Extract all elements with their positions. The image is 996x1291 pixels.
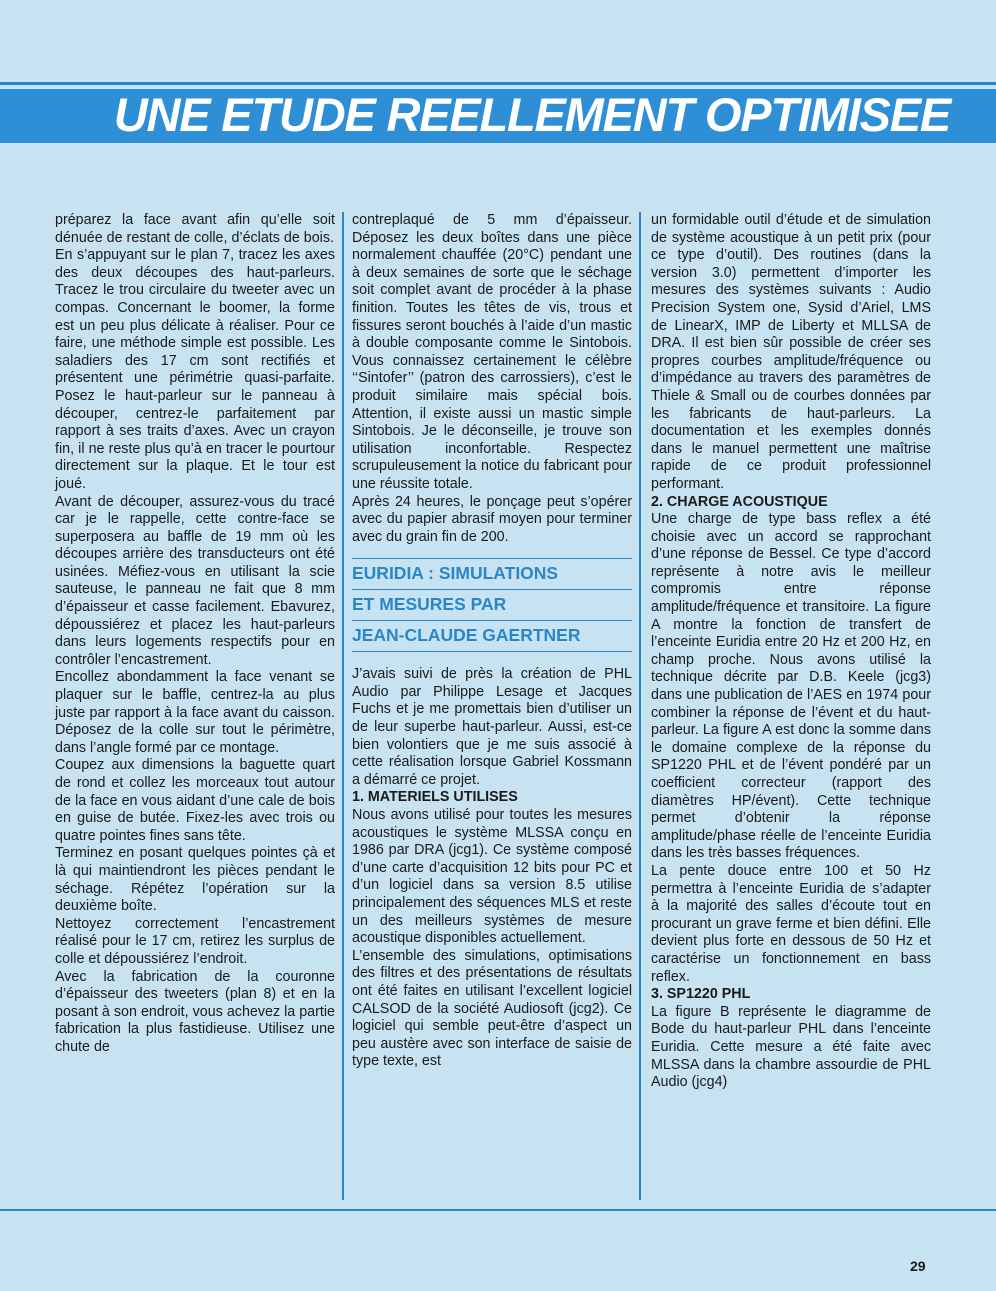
paragraph: contreplaqué de 5 mm d’épaisseur. Déposez les deux boîtes dans une pièce normalement chauffée (20°C) pendant une à deux semaines de sorte que le séchage soit complet avant de procéder à la phase finition. Toutes les têtes de vis, trous et fissures seront bouchés à l’aide d’un mastic à double composante comme le Sintobois. Vous connaissez certainement le célèbre ‘‘Sintofer’’ (patron des carrossiers), c’est le produit similaire mais spécial bois. Attention, il existe aussi un mastic simple Sintobois. Je le déconseille, je trouve son utilisation inconfortable. Respectez scrupuleusement la notice du fabricant pour une réussite totale. (352, 212, 632, 492)
title-banner (0, 89, 996, 143)
column-divider (639, 212, 641, 1200)
subheading: 3. SP1220 PHL (651, 986, 751, 1003)
paragraph: L’ensemble des simulations, optimisations des filtres et des présentations de résultats ont été faites en utilisant l’excellent logiciel CALSOD de la société Audiosoft (jcg2). Ce logiciel qui semble peut-être d’aspect un peu austère avec son interface de saisie de type texte, est (352, 947, 632, 1070)
paragraph: un formidable outil d’étude et de simulation de système acoustique à un petit prix (pour ce type d’outil). Des routines (dans la version 3.0) permettent d’importer les mesures des systèmes suivants : Audio Precision System one, Sysid d’Ariel, LMS de LinearX, IMP de Liberty et MLLSA de DRA. Il est bien sûr possible de créer ses propres courbes amplitude/fréquence ou d’impédance au travers des paramètres de Thiele & Small ou de courbes données par les fabricants de haut-parleurs. La documentation et les exemples donnés dans le manuel permettent une maîtrise rapide de ce produit professionnel performant. (651, 212, 931, 492)
page-number: 29 (910, 1258, 926, 1274)
paragraph: Avec la fabrication de la couronne d’épaisseur des tweeters (plan 8) et en la posant à son endroit, vous achevez la partie fabrication la plus fastidieuse. Utilisez une chute de (55, 968, 335, 1055)
paragraph: préparez la face avant afin qu’elle soit dénuée de restant de colle, d’éclats de bois. (55, 212, 335, 246)
paragraph: Nettoyez correctement l’encastrement réalisé pour le 17 cm, retirez les surplus de colle et dépoussiérez l’endroit. (55, 915, 335, 967)
paragraph: Terminez en posant quelques pointes çà et là qui maintiendront les pièces pendant le séchage. Répétez l’opération sur la deuxième boîte. (55, 845, 335, 915)
paragraph: Une charge de type bass reflex a été choisie avec un accord se rapprochant d’une réponse de Bessel. Ce type d’accord représente à notre avis le meilleur compromis entre réponse amplitude/fréquence et transitoire. La figure A montre la fonction de transfert de l’enceinte Euridia entre 20 Hz et 200 Hz, en champ proche. Nous avons utilisé la technique décrite par D.B. Keele (jcg3) dans une publication de l’AES en 1974 pour combiner la réponse de l’évent et du haut-parleur. La figure A est donc la somme dans le domaine complexe de la réponse du SP1220 PHL et de l’évent pondéré par un coefficient correcteur (rapport des diamètres HP/évent). Cette technique permet d’obtenir la réponse amplitude/phase réelle de l’enceinte Euridia dans les très basses fréquences. (651, 511, 931, 862)
paragraph: Après 24 heures, le ponçage peut s’opérer avec du papier abrasif moyen pour terminer avec du grain fin de 200. (352, 493, 632, 545)
paragraph: La pente douce entre 100 et 50 Hz permettra à l’enceinte Euridia de s’adapter à la majorité des salles d’écoute tout en procurant un grave ferme et bien défini. Elle devient plus forte en dessous de 50 Hz et caractérise un fonctionnement en bass reflex. (651, 862, 931, 985)
paragraph: Encollez abondamment la face venant se plaquer sur le baffle, centrez-la au plus juste par rapport à la face avant du caisson. Déposez de la colle sur tout le périmètre, dans l’angle formé par ce montage. (55, 669, 335, 756)
paragraph: Avant de découper, assurez-vous du tracé car je le rappelle, cette contre-face se superposera au baffle de 19 mm où les découpes arrière des transducteurs ont été usinées. Méfiez-vous en utilisant la scie sauteuse, le panneau ne fait que 8 mm d’épaisseur et casse facilement. Ebavurez, dépoussiérez et placez les haut-parleurs dans leurs logements respectifs pour en contrôler l’encastrement. (55, 493, 335, 668)
bottom-rule (0, 1209, 996, 1211)
paragraph: Nous avons utilisé pour toutes les mesures acoustiques le système MLSSA conçu en 1986 par DRA (jcg1). Ce système composé d’une carte d’acquisition 12 bits pour PC et d’un logiciel dans sa version 8.5 utilise principalement des séquences MLS et reste un des meilleurs systèmes de mesure acoustique disponibles actuellement. (352, 807, 632, 947)
paragraph: J’avais suivi de près la création de PHL Audio par Philippe Lesage et Jacques Fuchs et je me promettais bien d’utiliser un de leur superbe haut-parleur. Aussi, est-ce bien volontiers que je me suis associé à cette réalisation lorsque Gabriel Kossmann a démarré ce projet. (352, 666, 632, 788)
column-divider (342, 212, 344, 1200)
paragraph: En s’appuyant sur le plan 7, tracez les axes des deux découpes des haut-parleurs. Tracez le trou circulaire du tweeter avec un compas. Concernant le boomer, la forme est un peu plus délicate à réaliser. Pour ce faire, une méthode simple est possible. Les saladiers des 17 cm sont rectifiés et présentent une périmétrie quasi-parfaite. Posez le haut-parleur sur le panneau à découper, centrez-le parfaitement par rapport à ses traits d’axes. Avec un crayon fin, il ne reste plus qu’à en tracer le pourtour directement sur la plaque. Et le tour est joué. (55, 247, 335, 492)
column-3 (651, 212, 931, 1092)
paragraph: La figure B représente le diagramme de Bode du haut-parleur PHL dans l’enceinte Euridia. Cette mesure a été faite avec MLSSA dans la chambre assourdie de PHL Audio (jcg4) (651, 1003, 931, 1091)
subheading: 2. CHARGE ACOUSTIQUE (651, 493, 828, 510)
page-title: UNE ETUDE REELLEMENT OPTIMISEE (113, 88, 950, 141)
column-1 (55, 212, 335, 1057)
section-heading-line: EURIDIA : SIMULATIONS (352, 558, 632, 590)
section-heading (352, 558, 632, 652)
section-heading-line: JEAN-CLAUDE GAERTNER (352, 621, 632, 652)
section-heading-line: ET MESURES PAR (352, 590, 632, 621)
paragraph: Coupez aux dimensions la baguette quart de rond et collez les morceaux tout autour de la face en vous aidant d’une cale de bois en guise de butée. Fixez-les avec trois ou quatre pointes fines sans tête. (55, 757, 335, 844)
subheading: 1. MATERIELS UTILISES (352, 789, 518, 806)
column-2 (352, 212, 632, 1071)
